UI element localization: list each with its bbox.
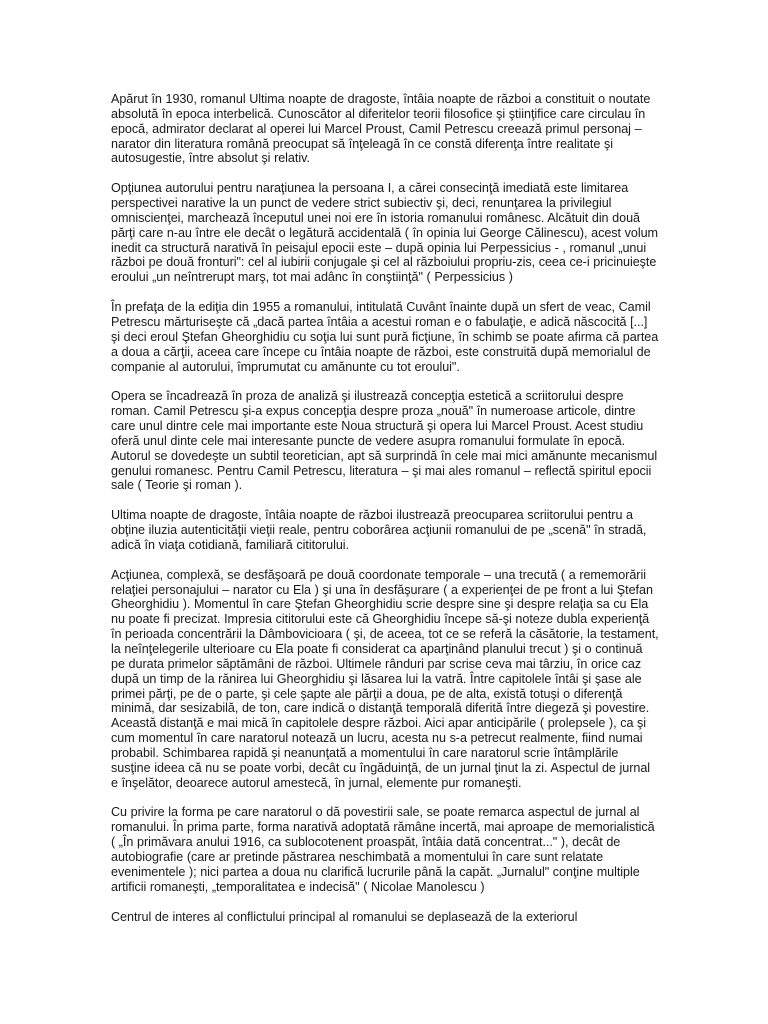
paragraph-authenticity: Ultima noapte de dragoste, întâia noapte de război ilustrează preocuparea scriitorului pentru a obţine iluzia autenticităţii vieţii reale, pentru coborârea acţiunii romanului de pe „scenă" în stradă, adică în viaţa cotidiană, familiară cititorului. bbox=[111, 508, 647, 552]
document-page bbox=[111, 92, 659, 939]
paragraph-journal-form: Cu privire la forma pe care naratorul o dă povestirii sale, se poate remarca aspectul de jurnal al romanului. În prima parte, forma narativă adoptată rămâne incertă, mai aproape de memorialistică ( „În primăvara anului 1916, ca sublocotenent proaspăt, întâia dată concentrat..." ), decât de autobiografie (care ar pretinde păstrarea neschimbată a momentului în care sunt relatate evenimentele ); nici partea a doua nu clarifică lucrurile până la capăt. „Jurnalul" conţine multiple artificii romaneşti, „temporalitatea e indecisă" ( Nicolae Manolescu ) bbox=[111, 805, 655, 894]
paragraph-analysis-prose: Opera se încadrează în proza de analiză şi ilustrează concepţia estetică a scriitorului despre roman. Camil Petrescu şi-a expus concepţia despre proza „nouă" în numeroase articole, dintre care unul dintre cele mai importante este Noua structură şi opera lui Marcel Proust. Acest studiu oferă unul dinte cele mai interesante puncte de vedere asupra romanului formulate în epocă. Autorul se dovedeşte un subtil teoretician, apt să surprindă în cele mai mici amănunte mecanismul genului romanesc. Pentru Camil Petrescu, literatura – şi mai ales romanul – reflectă spiritul epocii sale ( Teorie şi roman ). bbox=[111, 389, 658, 493]
paragraph-conflict: Centrul de interes al conflictului principal al romanului se deplasează de la exteriorul bbox=[111, 909, 578, 924]
paragraph-action: Acţiunea, complexă, se desfăşoară pe două coordonate temporale – una trecută ( a rememorării relaţiei personajului – narator cu Ela ) şi una în desfăşurare ( a experienţei de pe front a lui Ştefan Gheorghidiu ). Momentul în care Ştefan Gheorghidiu scrie despre sine şi despre relaţia sa cu Ela nu poate fi precizat. Impresia cititorului este că Gheorghidiu începe să-şi noteze dubla experienţă în perioada concentrării la Dâmbovicioara ( şi, de aceea, tot ce se referă la căsătorie, la testament, la neînţelegerile ulterioare cu Ela poate fi considerat ca aparţinând planului trecut ) şi o continuă pe durata primelor săptămâni de război. Ultimele rânduri par scrise ceva mai târziu, în orice caz după un timp de la rănirea lui Gheorghidiu şi lăsarea lui la vatră. Între capitolele întâi şi şase ale primei părţi, pe de o parte, şi cele şapte ale părţii a doua, pe de alta, există totuşi o diferenţă minimă, dar sesizabilă, de ton, care indică o distanţă temporală diferită între diegeză şi povestire. Această distanţă e mai mică în capitolele despre război. Aici apar anticipările ( prolepsele ), ca şi cum momentul în care naratorul notează un lucru, acesta nu s-a petrecut realmente, fiind numai probabil. Schimbarea rapidă şi neanunţată a momentului în care naratorul scrie întâmplările susţine ideea că nu se poate vorbi, decât cu îngăduinţă, de un jurnal ţinut la zi. Aspectul de jurnal e înşelător, deoarece autorul amestecă, în jurnal, elemente pur romaneşti. bbox=[111, 567, 659, 790]
paragraph-preface: În prefaţa de la ediţia din 1955 a romanului, intitulată Cuvânt înainte după un sfert de veac, Camil Petrescu mărturiseşte că „dacă partea întâia a acestui roman e o fabulaţie, e adică născocită [...] şi deci eroul Ştefan Gheorghidiu cu soţia lui sunt pură ficţiune, în schimb se poate afirma că partea a doua a cărţii, aceea care începe cu întâia noapte de război, este construită după memorialul de companie al autorului, împrumutat cu amănunte cu tot eroului". bbox=[111, 300, 659, 374]
paragraph-narrative-option: Opţiunea autorului pentru naraţiunea la persoana I, a cărei consecinţă imediată este limitarea perspectivei narative la un punct de vedere strict subiectiv şi, deci, renunţarea la privilegiul omniscienţei, marchează începutul unei noi ere în istoria romanului românesc. Alcătuit din două părţi care n-au între ele decât o legătură accidentală ( în opinia lui George Călinescu), acest volum inedit ca structură narativă în peisajul epocii este – după opinia lui Perpessicius - , romanul „unui război pe două fronturi": cel al iubirii conjugale şi cel al războiului propriu-zis, ceea ce-i pricinuieşte eroului „un neîntrerupt marş, tot mai adânc în conştiinţă" ( Perpessicius ) bbox=[111, 181, 658, 285]
paragraph-intro: Apărut în 1930, romanul Ultima noapte de dragoste, întâia noapte de război a constituit o noutate absolută în epoca interbelică. Cunoscător al diferitelor teorii filosofice şi ştiinţifice care circulau în epocă, admirator declarat al operei lui Marcel Proust, Camil Petrescu creează primul personaj – narator din literatura română preocupat să înţeleagă în ce constă diferenţa între realitate şi autosugestie, între absolut şi relativ. bbox=[111, 92, 651, 166]
